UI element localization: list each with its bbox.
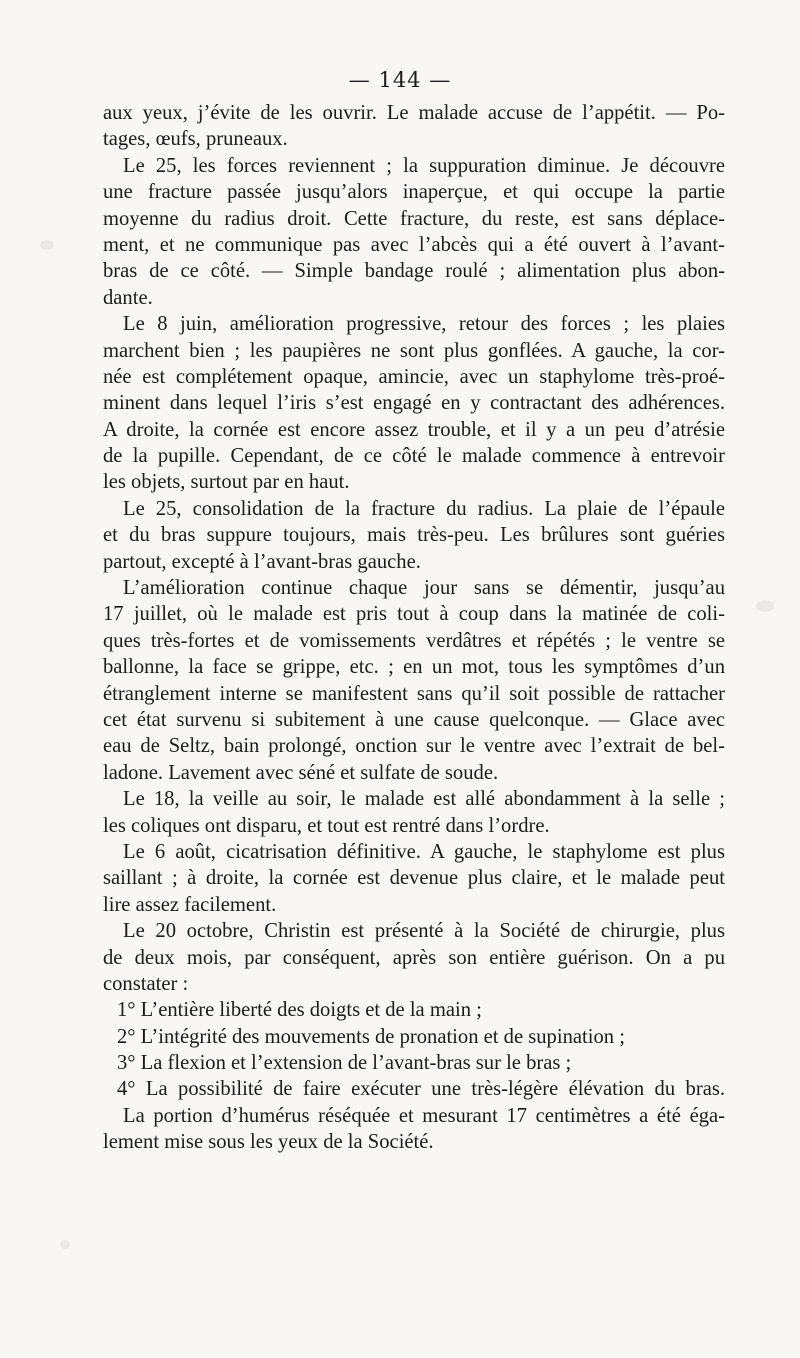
text-line: née est complétement opaque, amincie, avec un staphylome très-proé- (103, 365, 725, 388)
list-item: 3° La flexion et l’extension de l’avant-bras sur le bras ; (117, 1052, 572, 1075)
text-line: Le 25, consolidation de la fracture du radius. La plaie de l’épaule (123, 497, 725, 520)
text-line: A droite, la cornée est encore assez trouble, et il y a un peu d’atrésie (103, 418, 725, 441)
text-line: Le 18, la veille au soir, le malade est allé abondamment à la selle ; (123, 788, 725, 811)
text-line: ballonne, la face se grippe, etc. ; en un mot, tous les symptômes d’un (103, 656, 725, 679)
text-line: les coliques ont disparu, et tout est rentré dans l’ordre. (103, 814, 550, 837)
text-line: Le 20 octobre, Christin est présenté à la Société de chirurgie, plus (123, 920, 725, 943)
text-line: ladone. Lavement avec séné et sulfate de soude. (103, 761, 499, 784)
text-line: Le 6 août, cicatrisation définitive. A gauche, le staphylome est plus (123, 840, 725, 863)
text-line: moyenne du radius droit. Cette fracture, du reste, est sans déplace- (103, 207, 725, 230)
text-line: ment, et ne communique pas avec l’abcès qui a été ouvert à l’avant- (103, 233, 725, 256)
text-line: marchent bien ; les paupières ne sont plus gonflées. A gauche, la cor- (103, 339, 725, 362)
text-line: étranglement interne se manifestent sans qu’il soit possible de rattacher (103, 682, 725, 705)
page-stain (60, 1240, 70, 1249)
text-line: les objets, surtout par en haut. (103, 471, 350, 494)
text-line: La portion d’humérus réséquée et mesurant 17 centimètres a été éga- (123, 1104, 725, 1127)
text-line: bras de ce côté. — Simple bandage roulé ; alimentation plus abon- (103, 260, 725, 283)
text-line: L’amélioration continue chaque jour sans se démentir, jusqu’au (123, 577, 725, 600)
text-line: 17 juillet, où le malade est pris tout à coup dans la matinée de coli- (103, 603, 725, 626)
text-line: de la pupille. Cependant, de ce côté le malade commence à entrevoir (103, 445, 725, 468)
page-stain (40, 240, 54, 250)
text-line: minent dans lequel l’iris s’est engagé en y contractant des adhérences. (103, 392, 725, 415)
text-line: saillant ; à droite, la cornée est devenue plus claire, et le malade peut (103, 867, 725, 890)
text-line: cet état survenu si subitement à une cause quelconque. — Glace avec (103, 708, 725, 731)
text-line: eau de Seltz, bain prolongé, onction sur le ventre avec l’extrait de bel- (103, 735, 725, 758)
text-line: de deux mois, par conséquent, après son entière guérison. On a pu (103, 946, 725, 969)
page-number: — 144 — (348, 68, 452, 92)
list-item: 4° La possibilité de faire exécuter une très-légère élévation du bras. (117, 1078, 725, 1101)
text-line: une fracture passée jusqu’alors inaperçue, et qui occupe la partie (103, 181, 725, 204)
text-line: lement mise sous les yeux de la Société. (103, 1131, 434, 1154)
list-item: 2° L’intégrité des mouvements de pronation et de supination ; (117, 1025, 625, 1048)
text-line: ques très-fortes et de vomissements verdâtres et répétés ; le ventre se (103, 629, 725, 652)
text-line: et du bras suppure toujours, mais très-peu. Les brûlures sont guéries (103, 524, 725, 547)
text-line: dante. (103, 286, 153, 309)
body-text (103, 100, 725, 1156)
text-line: Le 8 juin, amélioration progressive, retour des forces ; les plaies (123, 313, 725, 336)
page-stain (756, 600, 774, 612)
text-line: Le 25, les forces reviennent ; la suppuration diminue. Je découvre (123, 154, 725, 177)
text-line: tages, œufs, pruneaux. (103, 128, 288, 151)
text-line: constater : (103, 972, 189, 995)
text-line: partout, excepté à l’avant-bras gauche. (103, 550, 421, 573)
text-line: lire assez facilement. (103, 893, 277, 916)
text-line: aux yeux, j’évite de les ouvrir. Le malade accuse de l’appétit. — Po- (103, 102, 725, 124)
list-item: 1° L’entière liberté des doigts et de la main ; (117, 999, 482, 1022)
